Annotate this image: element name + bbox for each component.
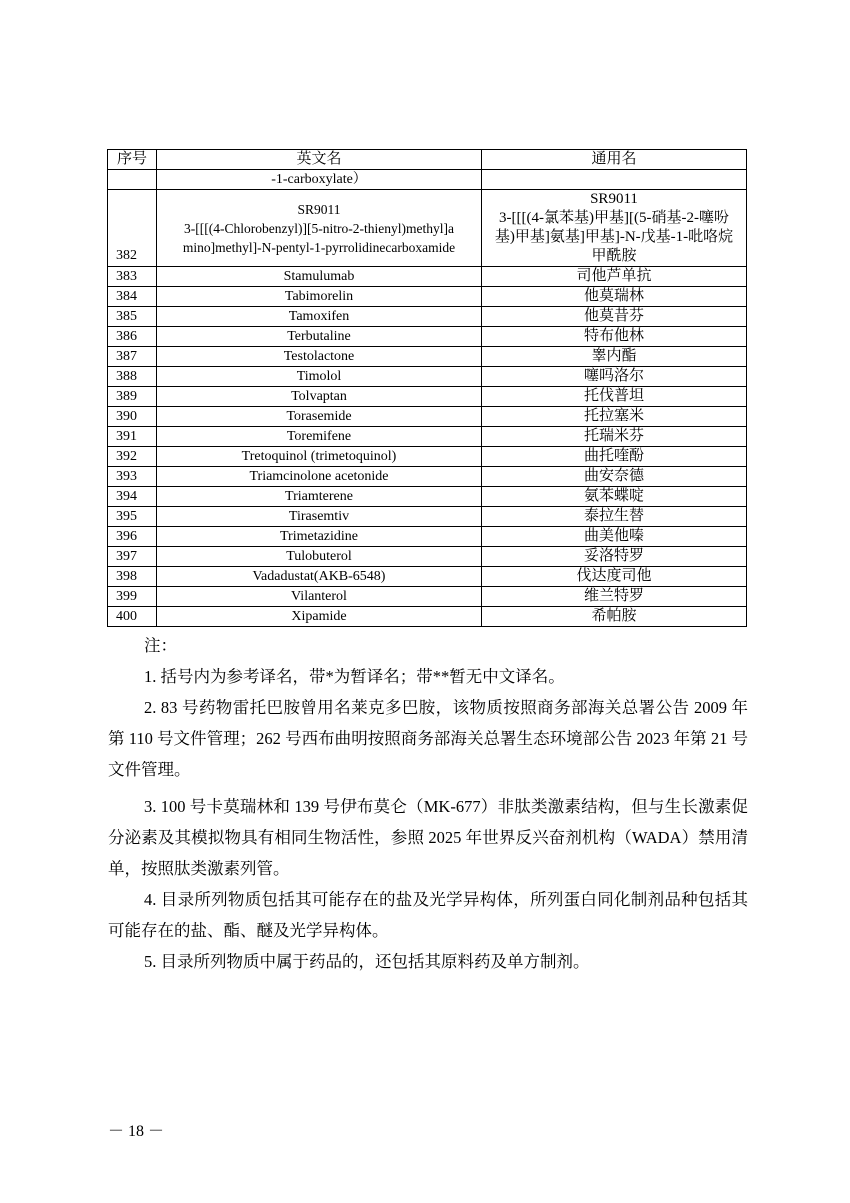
table-row — [108, 547, 747, 567]
cell-common-name — [482, 190, 747, 267]
table-row — [108, 347, 747, 367]
cell-number: 398 — [108, 567, 157, 587]
table-row-382 — [108, 190, 747, 267]
cell-number: 382 — [108, 190, 157, 267]
cell-english-name: Triamcinolone acetonide — [157, 467, 482, 487]
notes-section — [108, 630, 748, 977]
table-row — [108, 407, 747, 427]
table-row — [108, 387, 747, 407]
cell-common-name: 托伐普坦 — [482, 387, 747, 407]
cell-common-name: 他莫瑞林 — [482, 287, 747, 307]
cell-english-name: Toremifene — [157, 427, 482, 447]
cell-common-name: 噻吗洛尔 — [482, 367, 747, 387]
cell-common-name: 他莫昔芬 — [482, 307, 747, 327]
header-english-name: 英文名 — [157, 150, 482, 170]
english-name-line: mino]methyl]-N-pentyl-1-pyrrolidinecarboxamide — [182, 239, 456, 255]
cell-number: 396 — [108, 527, 157, 547]
table-row — [108, 287, 747, 307]
cell-english-name: Tolvaptan — [157, 387, 482, 407]
table-row — [108, 467, 747, 487]
cell-number: 391 — [108, 427, 157, 447]
cell-english-name: Torasemide — [157, 407, 482, 427]
table-row — [108, 427, 747, 447]
note-item-4: 4. 目录所列物质包括其可能存在的盐及光学异构体，所列蛋白同化制剂品种包括其可能存在的盐、酯、醚及光学异构体。 — [108, 890, 748, 940]
cell-english-name: Tirasemtiv — [157, 507, 482, 527]
table-row — [108, 487, 747, 507]
cell-english-name: Stamulumab — [157, 267, 482, 287]
table-row — [108, 587, 747, 607]
cell-common-name: 妥洛特罗 — [482, 547, 747, 567]
cell-number: 390 — [108, 407, 157, 427]
table-row — [108, 267, 747, 287]
common-name-line: SR9011 — [590, 191, 638, 207]
cell-english-name: Xipamide — [157, 607, 482, 627]
cell-common-name: 睾内酯 — [482, 347, 747, 367]
cell-common-name: 托拉塞米 — [482, 407, 747, 427]
cell-common-name: 氨苯蝶啶 — [482, 487, 747, 507]
cell-number: 394 — [108, 487, 157, 507]
cell-english-name: Tulobuterol — [157, 547, 482, 567]
cell-english-name: Tamoxifen — [157, 307, 482, 327]
cell-common-name: 曲托喹酚 — [482, 447, 747, 467]
cell-common-name: 希帕胺 — [482, 607, 747, 627]
cell-number: 400 — [108, 607, 157, 627]
header-common-name: 通用名 — [482, 150, 747, 170]
table-row — [108, 567, 747, 587]
cell-common-name: 曲美他嗪 — [482, 527, 747, 547]
note-item-2: 2. 83 号药物雷托巴胺曾用名莱克多巴胺，该物质按照商务部海关总署公告 2009 年第 110 号文件管理；262 号西布曲明按照商务部海关总署生态环境部公告 2023 年第 21 号文件管理。 — [108, 698, 748, 779]
cell-english-name: Triamterene — [157, 487, 482, 507]
cell-common-name — [482, 170, 747, 190]
cell-number: 385 — [108, 307, 157, 327]
cell-number: 393 — [108, 467, 157, 487]
table-row — [108, 507, 747, 527]
table-row-continuation — [108, 170, 747, 190]
table-header-row — [108, 150, 747, 170]
cell-common-name: 曲安奈德 — [482, 467, 747, 487]
table-row — [108, 607, 747, 627]
cell-number: 399 — [108, 587, 157, 607]
note-item-3: 3. 100 号卡莫瑞林和 139 号伊布莫仑（MK-677）非肽类激素结构，但与生长激素促分泌素及其模拟物具有相同生物活性，参照 2025 年世界反兴奋剂机构（WADA）禁用清单，按照肽类激素列管。 — [108, 797, 748, 878]
cell-english-name: -1-carboxylate） — [157, 170, 482, 190]
substance-table — [107, 149, 747, 627]
cell-english-name — [157, 190, 482, 267]
cell-number: 392 — [108, 447, 157, 467]
cell-number: 388 — [108, 367, 157, 387]
cell-number: 386 — [108, 327, 157, 347]
cell-english-name: Testolactone — [157, 347, 482, 367]
cell-number: 389 — [108, 387, 157, 407]
cell-number: 395 — [108, 507, 157, 527]
cell-number: 383 — [108, 267, 157, 287]
table-row — [108, 367, 747, 387]
note-item-5: 5. 目录所列物质中属于药品的，还包括其原料药及单方制剂。 — [144, 952, 590, 971]
notes-heading: 注： — [144, 636, 177, 655]
page-number: － 18 － — [108, 1123, 165, 1140]
cell-common-name: 伐达度司他 — [482, 567, 747, 587]
cell-number — [108, 170, 157, 190]
table-row — [108, 527, 747, 547]
table-row — [108, 447, 747, 467]
english-name-line: 3-[[[(4-Chlorobenzyl)][5-nitro-2-thienyl)methyl]a — [184, 220, 454, 236]
cell-common-name: 泰拉生替 — [482, 507, 747, 527]
cell-number: 387 — [108, 347, 157, 367]
header-number: 序号 — [108, 150, 157, 170]
cell-english-name: Vilanterol — [157, 587, 482, 607]
cell-number: 397 — [108, 547, 157, 567]
common-name-line: 3-[[[(4-氯苯基)甲基][(5-硝基-2-噻吩 — [499, 210, 729, 226]
common-name-line: 甲酰胺 — [591, 248, 637, 264]
note-item-1: 1. 括号内为参考译名，带*为暂译名；带**暂无中文译名。 — [144, 667, 565, 686]
cell-english-name: Vadadustat(AKB-6548) — [157, 567, 482, 587]
common-name-line: 基)甲基]氨基]甲基]-N-戊基-1-吡咯烷 — [494, 229, 734, 245]
cell-common-name: 托瑞米芬 — [482, 427, 747, 447]
cell-english-name: Trimetazidine — [157, 527, 482, 547]
cell-english-name: Tretoquinol (trimetoquinol) — [157, 447, 482, 467]
table-row — [108, 307, 747, 327]
cell-number: 384 — [108, 287, 157, 307]
cell-common-name: 司他芦单抗 — [482, 267, 747, 287]
table-row — [108, 327, 747, 347]
cell-english-name: Timolol — [157, 367, 482, 387]
english-name-line: SR9011 — [297, 201, 341, 217]
cell-common-name: 特布他林 — [482, 327, 747, 347]
cell-common-name: 维兰特罗 — [482, 587, 747, 607]
cell-english-name: Terbutaline — [157, 327, 482, 347]
cell-english-name: Tabimorelin — [157, 287, 482, 307]
